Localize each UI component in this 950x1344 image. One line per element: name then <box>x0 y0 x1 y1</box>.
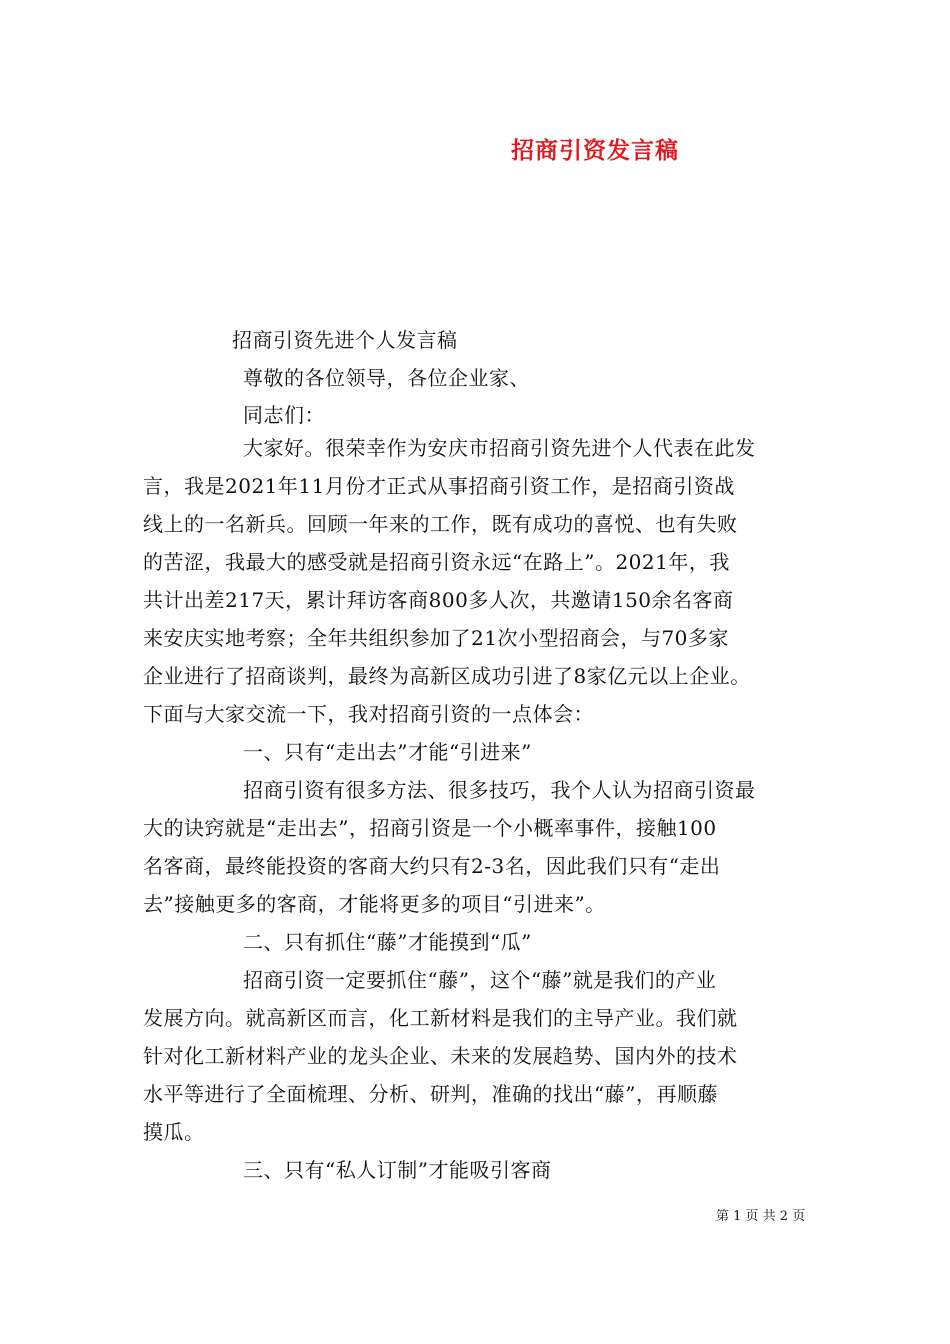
paragraph-line: 来安庆实地考察；全年共组织参加了21次小型招商会，与70多家 <box>143 626 729 650</box>
paragraph-line: 言，我是2021年11月份才正式从事招商引资工作，是招商引资战 <box>143 474 735 498</box>
paragraph-line: 发展方向。就高新区而言，化工新材料是我们的主导产业。我们就 <box>143 1006 738 1030</box>
section-heading-1: 一、只有“走出去”才能“引进来” <box>243 740 532 764</box>
paragraph-line: 摸瓜。 <box>143 1120 205 1144</box>
paragraph-line: 招商引资一定要抓住“藤”，这个“藤”就是我们的产业 <box>243 968 717 992</box>
paragraph-line: 共计出差217天，累计拜访客商800多人次，共邀请150余名客商 <box>143 588 734 612</box>
salutation-line-1: 尊敬的各位领导，各位企业家、 <box>243 366 530 390</box>
page-footer: 第 1 页 共 2 页 <box>716 1209 806 1224</box>
subtitle: 招商引资先进个人发言稿 <box>232 328 458 352</box>
document-title: 招商引资发言稿 <box>511 137 679 164</box>
section-heading-2: 二、只有抓住“藤”才能摸到“瓜” <box>243 930 532 954</box>
salutation-line-2: 同志们： <box>243 403 325 427</box>
paragraph-line: 大的诀窍就是“走出去”，招商引资是一个小概率事件，接触100 <box>143 816 717 840</box>
paragraph-line: 下面与大家交流一下，我对招商引资的一点体会： <box>143 702 594 726</box>
paragraph-line: 企业进行了招商谈判，最终为高新区成功引进了8家亿元以上企业。 <box>143 664 751 688</box>
paragraph-line: 去”接触更多的客商，才能将更多的项目“引进来”。 <box>143 892 606 916</box>
paragraph-line: 的苦涩，我最大的感受就是招商引资永远“在路上”。2021年，我 <box>143 550 730 574</box>
paragraph-line: 招商引资有很多方法、很多技巧，我个人认为招商引资最 <box>243 778 756 802</box>
paragraph-line: 水平等进行了全面梳理、分析、研判，准确的找出“藤”，再顺藤 <box>143 1082 718 1106</box>
paragraph-line: 名客商，最终能投资的客商大约只有2-3名，因此我们只有“走出 <box>143 854 721 878</box>
paragraph-line: 大家好。很荣幸作为安庆市招商引资先进个人代表在此发 <box>243 436 756 460</box>
paragraph-line: 针对化工新材料产业的龙头企业、未来的发展趋势、国内外的技术 <box>143 1044 738 1068</box>
section-heading-3: 三、只有“私人订制”才能吸引客商 <box>243 1158 552 1182</box>
paragraph-line: 线上的一名新兵。回顾一年来的工作，既有成功的喜悦、也有失败 <box>143 512 738 536</box>
